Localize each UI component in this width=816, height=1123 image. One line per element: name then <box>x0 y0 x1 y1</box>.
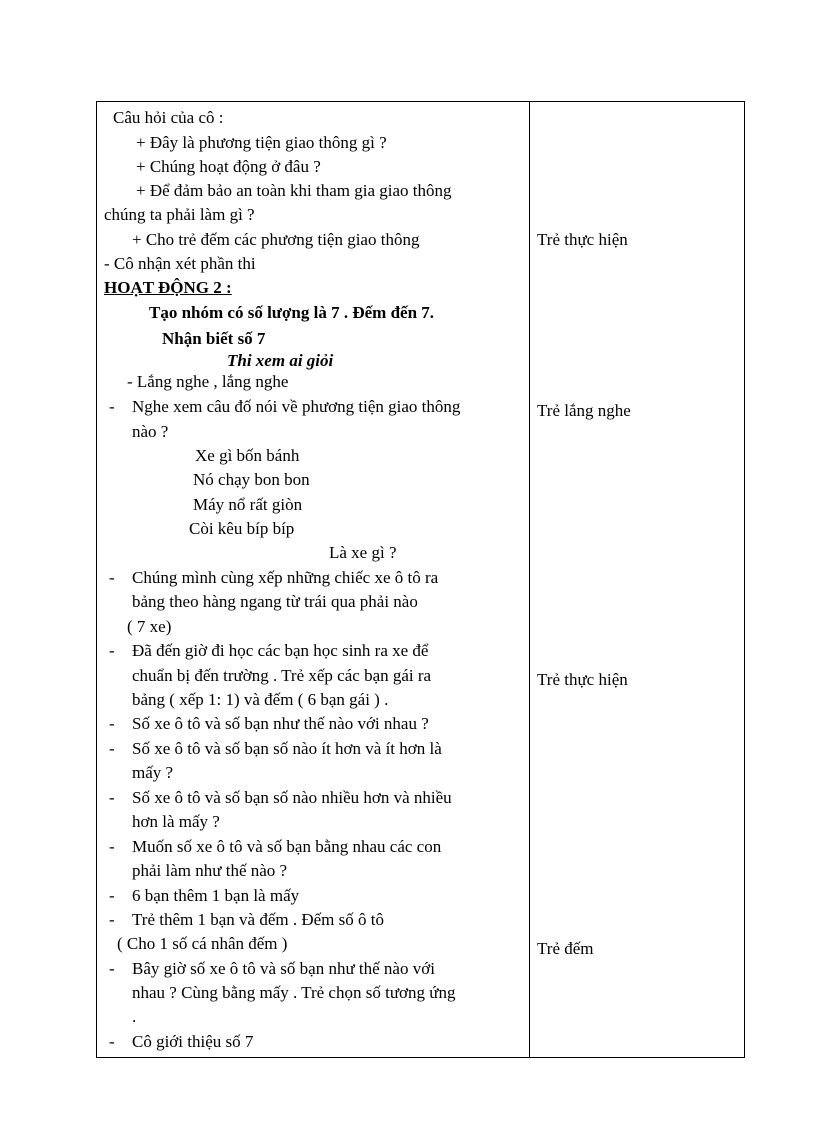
question-3-cont: chúng ta phải làm gì ? <box>104 205 255 224</box>
bullet-dash: - <box>109 1032 115 1051</box>
count-vehicles: + Cho trẻ đếm các phương tiện giao thông <box>132 230 420 249</box>
equalize-question-cont: phải làm như thế nào ? <box>132 861 288 880</box>
listen-line: - Lắng nghe , lắng nghe <box>127 372 289 391</box>
question-1: + Đây là phương tiện giao thông gì ? <box>136 133 387 152</box>
introduce-seven: Cô giới thiệu số 7 <box>132 1032 254 1051</box>
activity-2-subtitle: Nhận biết số 7 <box>162 329 266 348</box>
game-title: Thi xem ai giỏi <box>227 351 334 370</box>
bullet-dash: - <box>109 641 115 660</box>
teacher-comment: - Cô nhận xét phần thi <box>104 254 256 273</box>
column-divider <box>529 102 530 1057</box>
more-question: Số xe ô tô và số bạn số nào nhiều hơn và nhiều <box>132 788 452 807</box>
bullet-dash: - <box>109 959 115 978</box>
riddle-intro: Nghe xem câu đố nói về phương tiện giao thông <box>132 397 461 416</box>
activity-2-heading: HOẠT ĐỘNG 2 : <box>104 278 232 297</box>
child-action-2: Trẻ lắng nghe <box>537 401 631 420</box>
school-time: Đã đến giờ đi học các bạn học sinh ra xe để <box>132 641 429 660</box>
add-one-count: Trẻ thêm 1 bạn và đếm . Đếm số ô tô <box>132 910 384 929</box>
question-2: + Chúng hoạt động ở đâu ? <box>136 157 321 176</box>
bullet-dash: - <box>109 739 115 758</box>
bullet-dash: - <box>109 397 115 416</box>
bullet-dash: - <box>109 837 115 856</box>
equalize-question: Muốn số xe ô tô và số bạn bằng nhau các con <box>132 837 442 856</box>
compare-question: Số xe ô tô và số bạn như thế nào với nhau ? <box>132 714 429 733</box>
bullet-dash: - <box>109 788 115 807</box>
fewer-question: Số xe ô tô và số bạn số nào ít hơn và ít hơn là <box>132 739 442 758</box>
bullet-dash: - <box>109 568 115 587</box>
child-action-1: Trẻ thực hiện <box>537 230 628 249</box>
riddle-intro-cont: nào ? <box>132 422 169 441</box>
question-3: + Để đảm bảo an toàn khi tham gia giao thông <box>136 181 452 200</box>
school-time-cont-2: bảng ( xếp 1: 1) và đếm ( 6 bạn gái ) . <box>132 690 389 709</box>
seven-cars: ( 7 xe) <box>127 617 172 636</box>
bullet-dash: - <box>109 886 115 905</box>
fewer-question-cont: mấy ? <box>132 763 174 782</box>
period-line: . <box>132 1007 137 1026</box>
now-compare: Bây giờ số xe ô tô và số bạn như thế nào với <box>132 959 435 978</box>
question-heading: Câu hỏi của cô : <box>113 108 224 127</box>
individual-count: ( Cho 1 số cá nhân đếm ) <box>117 934 288 953</box>
more-question-cont: hơn là mấy ? <box>132 812 220 831</box>
riddle-line-2: Nó chạy bon bon <box>193 470 310 489</box>
activity-2-title: Tạo nhóm có số lượng là 7 . Đếm đến 7. <box>149 303 435 322</box>
child-action-4: Trẻ đếm <box>537 939 594 958</box>
bullet-dash: - <box>109 910 115 929</box>
arrange-cars-cont: bảng theo hàng ngang từ trái qua phải nào <box>132 592 418 611</box>
bullet-dash: - <box>109 714 115 733</box>
add-one-question: 6 bạn thêm 1 bạn là mấy <box>132 886 300 905</box>
now-compare-cont: nhau ? Cùng bằng mấy . Trẻ chọn số tương ứng <box>132 983 456 1002</box>
arrange-cars: Chúng mình cùng xếp những chiếc xe ô tô ra <box>132 568 439 587</box>
riddle-question: Là xe gì ? <box>329 543 397 562</box>
lesson-table <box>96 101 745 1058</box>
riddle-line-3: Máy nổ rất giòn <box>193 495 303 514</box>
child-action-3: Trẻ thực hiện <box>537 670 628 689</box>
school-time-cont: chuẩn bị đến trường . Trẻ xếp các bạn gái ra <box>132 666 432 685</box>
riddle-line-1: Xe gì bốn bánh <box>195 446 300 465</box>
riddle-line-4: Còi kêu bíp bíp <box>189 519 295 538</box>
